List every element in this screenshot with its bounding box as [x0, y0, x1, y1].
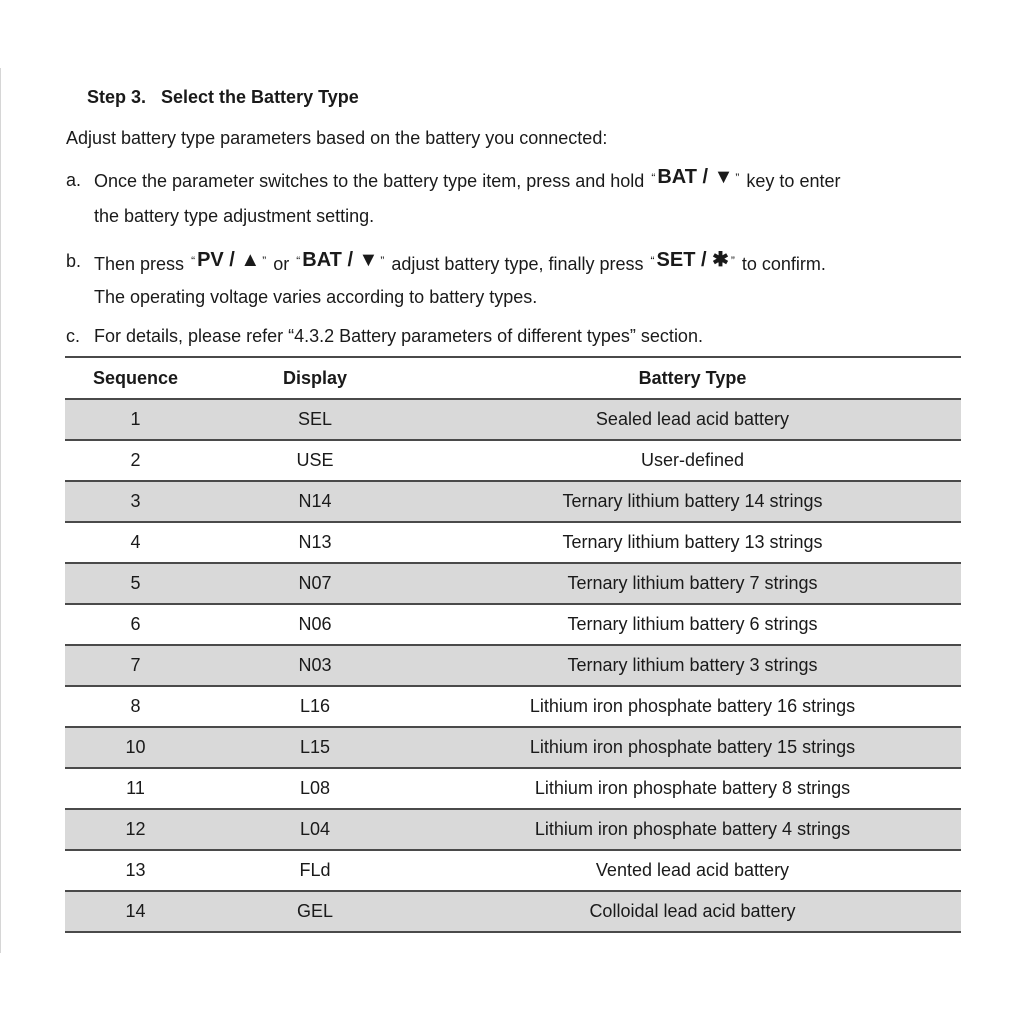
cell-battery-type: Ternary lithium battery 13 strings: [424, 522, 961, 563]
item-b-label: b.: [66, 251, 82, 271]
item-a-line2: the battery type adjustment setting.: [94, 206, 375, 226]
table-row: [65, 604, 961, 645]
table-row: [65, 809, 961, 850]
cell-battery-type: Sealed lead acid battery: [424, 399, 961, 440]
cell-battery-type: Ternary lithium battery 14 strings: [424, 481, 961, 522]
item-c-label: c.: [66, 326, 81, 346]
cell-sequence: 6: [65, 604, 206, 645]
page-edge-divider: [0, 68, 1, 953]
cell-display: N14: [206, 481, 424, 522]
cell-sequence: 1: [65, 399, 206, 440]
cell-display: L15: [206, 727, 424, 768]
item-b-text-before: Then press: [94, 254, 185, 274]
cell-sequence: 7: [65, 645, 206, 686]
cell-sequence: 8: [65, 686, 206, 727]
cell-sequence: 10: [65, 727, 206, 768]
cell-display: N06: [206, 604, 424, 645]
cell-battery-type: Lithium iron phosphate battery 15 strings: [424, 727, 961, 768]
table-row: [65, 850, 961, 891]
cell-sequence: 11: [65, 768, 206, 809]
cell-display: N03: [206, 645, 424, 686]
table-row: [65, 686, 961, 727]
table-row: [65, 563, 961, 604]
close-quote: ”: [735, 171, 740, 185]
cell-sequence: 12: [65, 809, 206, 850]
item-b-text-after: to confirm.: [741, 254, 826, 274]
cell-battery-type: Lithium iron phosphate battery 16 strings: [424, 686, 961, 727]
cell-battery-type: Ternary lithium battery 3 strings: [424, 645, 961, 686]
intro-text: Adjust battery type parameters based on the battery you connected:: [66, 128, 608, 148]
cell-battery-type: Colloidal lead acid battery: [424, 891, 961, 932]
bat-down-key: BAT / ▼: [657, 166, 734, 188]
table-row: [65, 645, 961, 686]
pv-up-key: PV / ▲: [197, 249, 261, 271]
table-row: [65, 399, 961, 440]
cell-sequence: 5: [65, 563, 206, 604]
item-c-text: For details, please refer “4.3.2 Battery parameters of different types” section.: [94, 326, 703, 346]
header-battery-type: Battery Type: [424, 357, 961, 399]
item-a-label: a.: [66, 170, 82, 190]
item-a-text-before: Once the parameter switches to the battery type item, press and hold: [94, 171, 645, 191]
table-header-row: [65, 357, 961, 399]
open-quote: “: [296, 254, 301, 268]
cell-battery-type: Ternary lithium battery 7 strings: [424, 563, 961, 604]
table-row: [65, 522, 961, 563]
open-quote: “: [651, 171, 656, 185]
close-quote: ”: [730, 254, 735, 268]
cell-sequence: 2: [65, 440, 206, 481]
cell-battery-type: Ternary lithium battery 6 strings: [424, 604, 961, 645]
open-quote: “: [191, 254, 196, 268]
cell-display: SEL: [206, 399, 424, 440]
table-row: [65, 440, 961, 481]
bat-down-key: BAT / ▼: [302, 249, 379, 271]
item-a-text-after: key to enter: [746, 171, 841, 191]
open-quote: “: [650, 254, 655, 268]
cell-battery-type: Vented lead acid battery: [424, 850, 961, 891]
item-b-text-mid: adjust battery type, finally press: [391, 254, 644, 274]
cell-display: USE: [206, 440, 424, 481]
cell-sequence: 4: [65, 522, 206, 563]
cell-display: GEL: [206, 891, 424, 932]
cell-display: L08: [206, 768, 424, 809]
close-quote: ”: [262, 254, 267, 268]
cell-battery-type: User-defined: [424, 440, 961, 481]
cell-display: N13: [206, 522, 424, 563]
item-b-line2: The operating voltage varies according to battery types.: [94, 287, 538, 307]
close-quote: ”: [380, 254, 385, 268]
table-row: [65, 891, 961, 932]
cell-battery-type: Lithium iron phosphate battery 4 strings: [424, 809, 961, 850]
cell-sequence: 13: [65, 850, 206, 891]
item-a-line1: [94, 166, 841, 193]
table-row: [65, 481, 961, 522]
cell-display: L16: [206, 686, 424, 727]
cell-display: L04: [206, 809, 424, 850]
cell-battery-type: Lithium iron phosphate battery 8 strings: [424, 768, 961, 809]
step-heading: Step 3. Select the Battery Type: [87, 87, 359, 107]
header-sequence: Sequence: [65, 357, 206, 399]
header-display: Display: [206, 357, 424, 399]
item-b-or: or: [273, 254, 290, 274]
set-gear-key: SET / ✱: [656, 249, 729, 271]
table-row: [65, 727, 961, 768]
item-b-line1: [94, 251, 826, 276]
table-row: [65, 768, 961, 809]
cell-display: FLd: [206, 850, 424, 891]
cell-display: N07: [206, 563, 424, 604]
battery-type-table: [65, 356, 961, 933]
cell-sequence: 3: [65, 481, 206, 522]
cell-sequence: 14: [65, 891, 206, 932]
